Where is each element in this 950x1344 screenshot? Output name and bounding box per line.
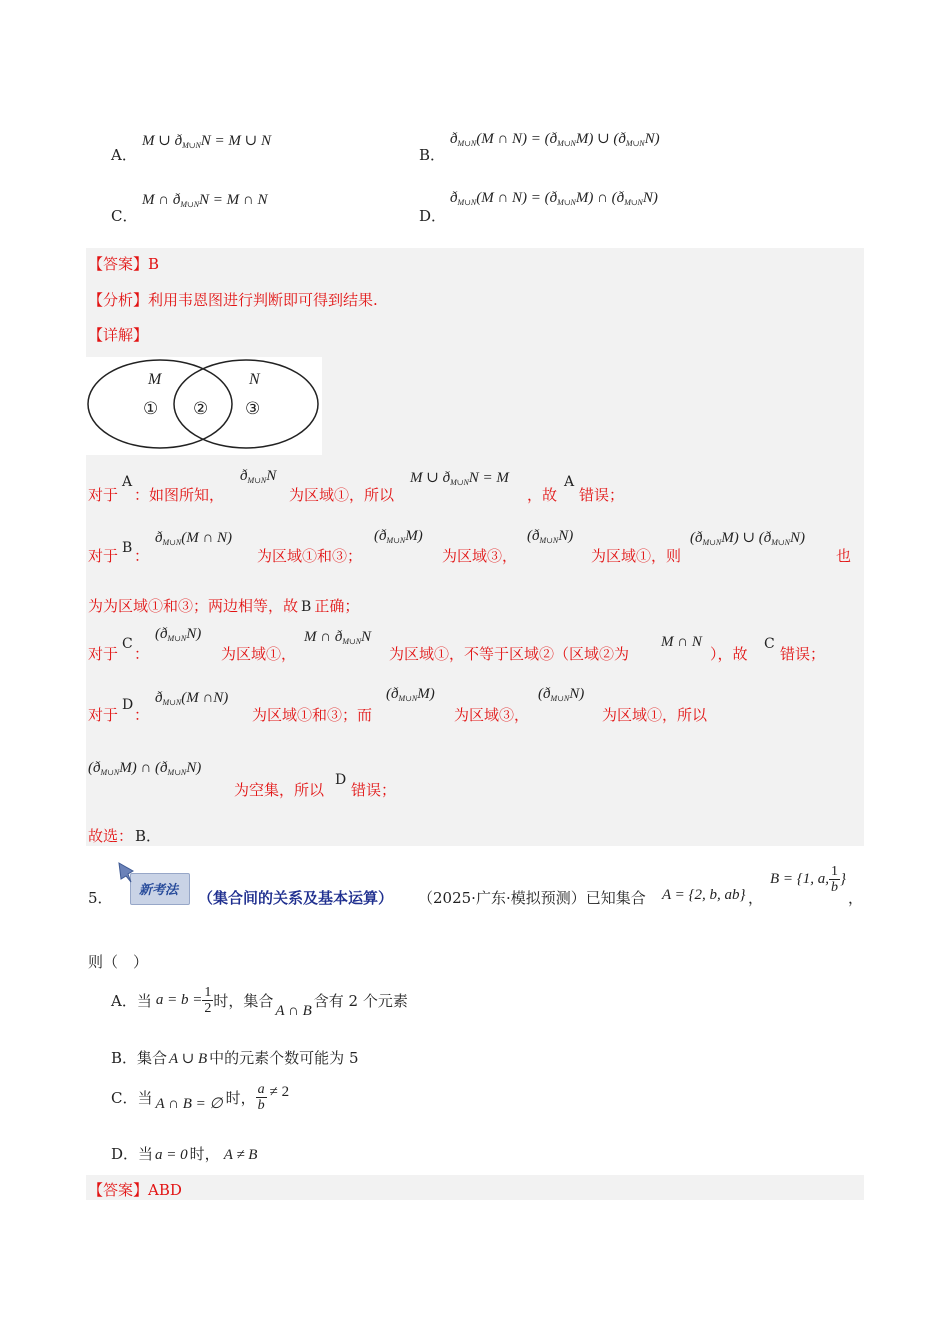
q5-option-c-den: b — [257, 1098, 265, 1113]
line-d-prefix: 对于 — [88, 706, 119, 724]
q5-number: 5． — [88, 889, 113, 907]
venn-region-2: ② — [193, 399, 209, 419]
q5-set-b-fraction — [829, 864, 840, 895]
line-b-text3: 为区域①，则 — [591, 547, 682, 565]
line-b-cont2: 正确； — [314, 597, 360, 615]
line-b-cont-text: 为为区域①和③；两边相等，故 — [88, 597, 299, 615]
answer-tag: 【答案】 — [88, 255, 149, 273]
line-a-text4: 错误； — [579, 486, 625, 504]
line-b-f3: $(ð_{M\cup N}N)$ — [527, 528, 574, 545]
line-b-prefix: 对于 — [88, 547, 119, 565]
badge-text: 新考法 — [139, 883, 179, 898]
line-b-f4: $(ð_{M\cup N}M)$ ∪ $(ð_{M\cup N}N)$ — [690, 530, 805, 547]
detail-tag: 【详解】 — [88, 326, 149, 344]
option-a-label: A． — [111, 146, 137, 164]
line-c-f1: $(ð_{M\cup N}N)$ — [155, 626, 202, 643]
line-c-text3: ），故 — [710, 645, 748, 663]
new-method-badge — [130, 873, 190, 905]
choose-line — [88, 825, 161, 846]
q5-option-a-label: A． — [111, 992, 137, 1010]
q5-option-a-t3: 含有 2 个元素 — [313, 992, 408, 1010]
line-b-text4: 也 — [836, 547, 852, 565]
option-b-label: B． — [419, 146, 446, 164]
q5-option-a-f2: A ∩ B — [275, 1003, 312, 1019]
q5-option-b-t2: 中的元素个数可能为 5 — [209, 1049, 359, 1067]
option-b-formula: $ð_{M\cup N}(M$ ∩ $N) = (ð_{M\cup N}M)$ ∪ $(ð_{M\cup N}N)$ — [450, 131, 660, 148]
line-c-text4: 错误； — [780, 645, 826, 663]
q5-option-d-f1: a = 0 — [155, 1147, 188, 1163]
answer-line — [88, 253, 159, 274]
analysis-line — [88, 289, 378, 310]
line-b-cont — [88, 595, 359, 616]
answer2-tag: 【答案】 — [88, 1181, 149, 1199]
q5-option-c-label: C． — [111, 1089, 138, 1107]
line-b-text2: 为区域③， — [442, 547, 518, 565]
q5-option-c-fraction — [256, 1082, 267, 1113]
q5-option-d — [111, 1143, 257, 1164]
q5-option-c-f1: A ∩ B = ∅ — [155, 1096, 223, 1112]
line-a-f2: M ∪ $ð_{M\cup N}N = M$ — [410, 470, 509, 487]
q5-set-b — [770, 864, 846, 895]
line-d-text2: 为区域③， — [454, 706, 530, 724]
q5-option-d-label: D． — [111, 1145, 139, 1163]
q5-option-a — [111, 985, 408, 1020]
q5-option-d-f2: A ≠ B — [223, 1147, 258, 1163]
line-a-letter2: A — [564, 474, 575, 490]
venn-label-n: N — [249, 371, 260, 388]
line-c-letter: C — [122, 636, 133, 652]
line-d-text3: 为区域①，所以 — [602, 706, 708, 724]
option-d-label: D． — [419, 207, 447, 225]
q5-option-a-t1: 当 — [136, 992, 152, 1010]
venn-region-3: ③ — [245, 399, 261, 419]
venn-region-1: ① — [143, 399, 159, 419]
q5-option-b-f1: A ∪ B — [169, 1051, 208, 1067]
q5-option-b — [111, 1047, 358, 1068]
q5-option-a-num: 1 — [204, 985, 212, 1000]
q5-option-b-t1: 集合 — [137, 1049, 168, 1067]
line-d-colon: ： — [134, 706, 150, 724]
line-d-letter2: D — [335, 772, 347, 788]
q5-set-b-post: } — [840, 871, 847, 887]
line-d-text4: 为空集，所以 — [234, 781, 325, 799]
analysis-tag: 【分析】 — [88, 291, 149, 309]
line-d-text1: 为区域①和③；而 — [252, 706, 373, 724]
q5-option-d-t1: 当 — [138, 1145, 154, 1163]
q5-option-c-num: a — [257, 1082, 265, 1097]
q5-option-a-f1: a = b = — [155, 992, 203, 1008]
line-b-f1: $ð_{M\cup N}(M$ ∩ N) — [155, 530, 233, 547]
line-d-f3: $(ð_{M\cup N}N)$ — [538, 686, 585, 703]
option-a-formula: M ∪ $ð_{M\cup N}N = M$ ∪ N — [142, 133, 271, 150]
q5-option-c-t2: 时， — [225, 1089, 256, 1107]
q5-topic: （集合间的关系及基本运算） — [198, 889, 394, 907]
analysis-text: 利用韦恩图进行判断即可得到结果. — [148, 291, 378, 309]
line-c-f2: M ∩ $ð_{M\cup N}N$ — [304, 629, 372, 646]
line-c-text2: 为区域①，不等于区域②（区域②为 — [389, 645, 630, 663]
q5-source: （2025·广东·模拟预测）已知集合 — [418, 889, 646, 907]
line-c-letter2: C — [764, 636, 775, 652]
line-c-f3: M ∩ N — [661, 634, 702, 650]
q5-then: 则（ ） — [88, 953, 149, 971]
line-a-text1 — [134, 484, 224, 505]
line-a-prefix — [88, 484, 118, 505]
line-b-letter2: B — [301, 599, 312, 615]
answer2-value: ABD — [148, 1181, 182, 1199]
q5-set-b-num: 1 — [831, 864, 839, 879]
q5-comma2: ， — [848, 889, 864, 907]
pin-icon-shape — [119, 863, 133, 882]
q5-set-b-den: b — [831, 880, 839, 895]
q5-comma: ， — [748, 889, 764, 907]
choose-value: B． — [135, 827, 162, 845]
line-c-colon: ： — [134, 645, 150, 663]
option-d-formula: $ð_{M\cup N}(M$ ∩ $N) = (ð_{M\cup N}M)$ ∩ $(ð_{M\cup N}N)$ — [450, 190, 658, 207]
q5-set-a: A = {2, b, ab} — [662, 887, 746, 903]
q5-option-c-t1: 当 — [137, 1089, 153, 1107]
line-a-t1: 如图所知， — [149, 486, 225, 504]
q5-option-a-den: 2 — [204, 1001, 212, 1016]
q5-option-c-f2: ≠ 2 — [269, 1084, 290, 1100]
line-b-letter: B — [122, 540, 133, 556]
line-d-f2: $(ð_{M\cup N}M)$ — [386, 686, 435, 703]
line-b-colon: ： — [134, 547, 150, 565]
line-a-text2: 为区域①，所以 — [289, 486, 395, 504]
line-c-prefix: 对于 — [88, 645, 119, 663]
venn-label-m: M — [148, 371, 162, 388]
q5-option-d-t2: 时， — [189, 1145, 220, 1163]
line-a-letter: A — [122, 474, 133, 490]
q5-option-a-fraction — [202, 985, 213, 1016]
answer-background — [86, 1175, 864, 1200]
pin-icon — [115, 860, 141, 886]
answer-value: B — [148, 255, 160, 273]
line-a-f1: $ð_{M\cup N}N$ — [240, 468, 277, 485]
q5-set-b-pre: B = {1, a, — [770, 871, 830, 887]
line-d-text5: 错误； — [351, 781, 397, 799]
line-a-colon: ： — [134, 486, 150, 504]
q5-option-c — [111, 1082, 289, 1113]
line-d-f1: $ð_{M\cup N}(M$ ∩N) — [155, 690, 229, 707]
line-d-letter: D — [122, 697, 134, 713]
option-c-label: C． — [111, 207, 138, 225]
q5-option-b-label: B． — [111, 1049, 138, 1067]
line-a-prefix-text: 对于 — [88, 486, 119, 504]
option-c-formula: M ∩ $ð_{M\cup N}N = M$ ∩ N — [142, 192, 268, 209]
q5-option-a-t2: 时，集合 — [213, 992, 274, 1010]
choose-text: 故选： — [88, 827, 134, 845]
line-b-text1: 为区域①和③； — [257, 547, 363, 565]
answer2-line — [88, 1179, 182, 1200]
line-a-text3: ，故 — [527, 486, 558, 504]
line-d-f4: $(ð_{M\cup N}M)$ ∩ $(ð_{M\cup N}N)$ — [88, 760, 202, 777]
venn-diagram — [86, 357, 322, 455]
line-b-f2: $(ð_{M\cup N}M)$ — [374, 528, 423, 545]
detail-line — [88, 324, 148, 345]
line-c-text1: 为区域①， — [221, 645, 297, 663]
